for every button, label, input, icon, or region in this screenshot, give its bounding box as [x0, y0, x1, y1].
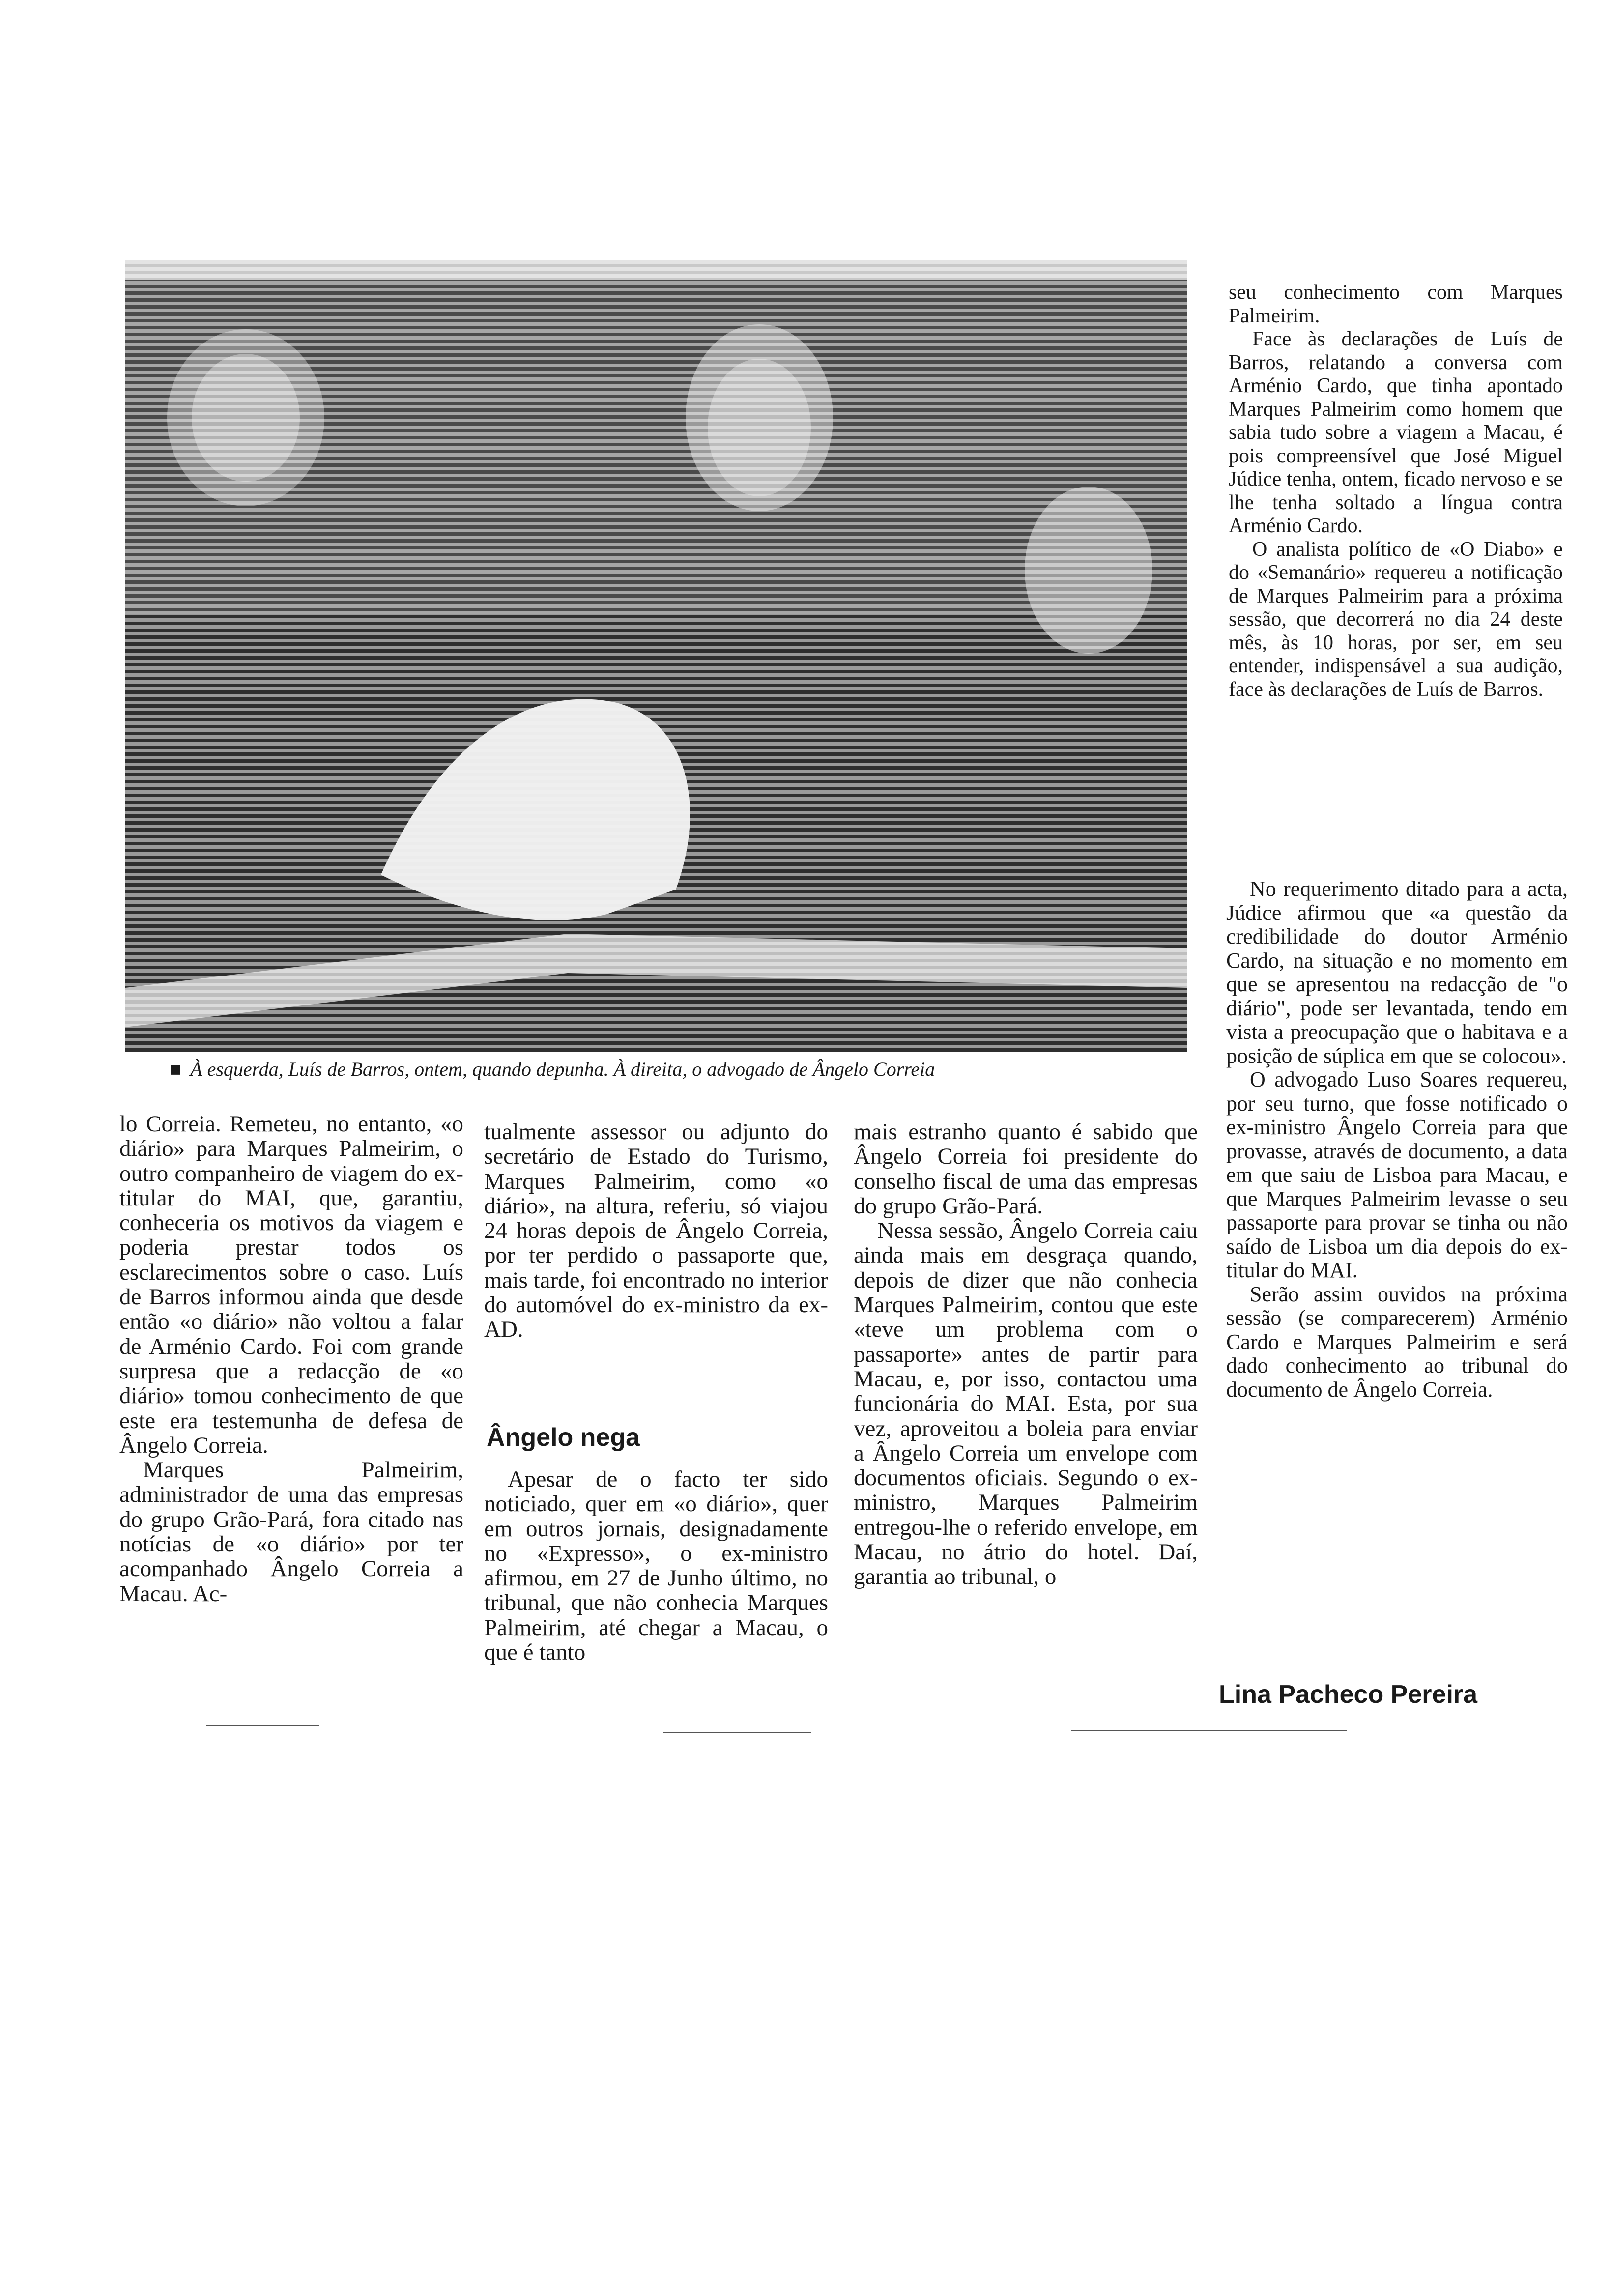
paragraph: No requerimento ditado para a acta, Júdice afirmou que «a questão da credibilidade do doutor Arménio Cardo, na situação e no momento em que se apresentou na redacção de "o diário", pode ser levantada, tendo em vista a preocupação que o habitava e a posição de súplica em que se colocou».	[1226, 877, 1568, 1068]
paragraph: O advogado Luso Soares requereu, por seu turno, que fosse notificado o ex-ministro Ângelo Correia para que provasse, através de documento, a data em que saiu de Lisboa para Macau, e que Marques Palmeirim levasse o seu passaporte para provar se tinha ou não saído de Lisboa um dia depois do ex-titular do MAI.	[1226, 1067, 1568, 1282]
paragraph: Marques Palmeirim, administrador de uma das empresas do grupo Grão-Pará, fora citado nas notícias de «o diário» por ter acompanhado Ângelo Correia a Macau. Ac-	[119, 1457, 463, 1607]
article-column-4-bottom	[1226, 877, 1568, 1402]
paragraph: seu conhecimento com Marques Palmeirim.	[1229, 281, 1563, 327]
article-column-1	[119, 1112, 463, 1606]
photo-image	[125, 260, 1187, 1052]
paragraph: tualmente assessor ou adjunto do secretário de Estado do Turismo, Marques Palmeirim, como «o diário», na altura, referiu, só viajou 24 horas depois de Ângelo Correia, por ter perdido o passaporte que, mais tarde, foi encontrado no interior do automóvel do ex-ministro da ex-AD.	[484, 1119, 828, 1343]
article-photo	[125, 260, 1187, 1052]
paragraph: Face às declarações de Luís de Barros, relatando a conversa com Arménio Cardo, que tinha apontado Marques Palmeirim como homem que sabia tudo sobre a viagem a Macau, é pois compreensível que José Miguel Júdice tenha, ontem, ficado nervoso e se lhe tenha soltado a língua contra Arménio Cardo.	[1229, 328, 1563, 537]
scan-smudge	[663, 1732, 811, 1733]
section-subheading: Ângelo nega	[487, 1423, 640, 1452]
article-column-2	[484, 1119, 828, 1342]
scan-smudge	[206, 1725, 319, 1726]
paragraph: Apesar de o facto ter sido noticiado, quer em «o diário», quer em outros jornais, designadamente no «Expresso», o ex-ministro afirmou, em 27 de Junho último, no tribunal, que não conhecia Marques Palmeirim, até chegar a Macau, o que é tanto	[484, 1466, 828, 1665]
caption-bullet: ■	[170, 1058, 182, 1080]
photo-caption	[170, 1056, 1192, 1083]
paragraph: mais estranho quanto é sabido que Ângelo Correia foi presidente do conselho fiscal de uma das empresas do grupo Grão-Pará.	[854, 1119, 1198, 1219]
paragraph: O analista político de «O Diabo» e do «Semanário» requereu a notificação de Marques Palmeirim para a próxima sessão, que decorrerá no dia 24 deste mês, às 10 horas, por ser, em seu entender, indispensável a sua audição, face às declarações de Luís de Barros.	[1229, 538, 1563, 701]
article-column-4-top	[1229, 281, 1563, 701]
caption-text: À esquerda, Luís de Barros, ontem, quando depunha. À direita, o advogado de Ângelo Correia	[190, 1058, 935, 1080]
paragraph: Nessa sessão, Ângelo Correia caiu ainda mais em desgraça quando, depois de dizer que não conhecia Marques Palmeirim, contou que este «teve um problema com o passaporte» antes de partir para Macau, e, por isso, contactou uma funcionária do MAI. Esta, por sua vez, aproveitou a boleia para enviar a Ângelo Correia um envelope com documentos oficiais. Segundo o ex-ministro, Marques Palmeirim entregou-lhe o referido envelope, em Macau, no átrio do hotel. Daí, garantia ao tribunal, o	[854, 1218, 1198, 1590]
author-byline: Lina Pacheco Pereira	[1219, 1680, 1478, 1709]
article-column-3	[854, 1119, 1198, 1589]
paragraph: Serão assim ouvidos na próxima sessão (se comparecerem) Arménio Cardo e Marques Palmeirim e será dado conhecimento ao tribunal do documento de Ângelo Correia.	[1226, 1282, 1568, 1402]
scan-smudge	[1071, 1730, 1347, 1731]
paragraph: lo Correia. Remeteu, no entanto, «o diário» para Marques Palmeirim, o outro companheiro de viagem do ex-titular do MAI, que, garantiu, conheceria os motivos da viagem e poderia prestar todos os esclarecimentos sobre o caso. Luís de Barros informou ainda que desde então «o diário» não voltou a falar de Arménio Cardo. Foi com grande surpresa que a redacção de «o diário» tomou conhecimento de que este era testemunha de defesa de Ângelo Correia.	[119, 1111, 463, 1458]
article-column-2-continued	[484, 1467, 828, 1665]
